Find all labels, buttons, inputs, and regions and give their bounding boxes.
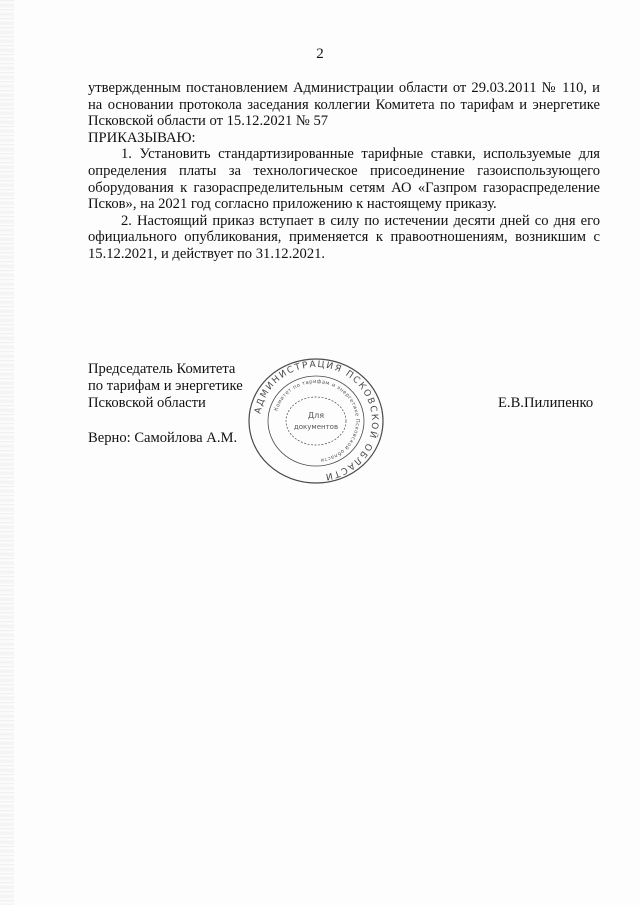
order-heading: ПРИКАЗЫВАЮ:	[88, 129, 196, 146]
scan-edge-noise	[0, 0, 14, 905]
position-line-2: по тарифам и энергетике	[88, 378, 243, 394]
position-line-3: Псковской области	[88, 395, 206, 411]
seal-center-line-2: документов	[293, 423, 339, 431]
verified-copy-note: Верно: Самойлова А.М.	[88, 430, 238, 446]
order-item-1: 1. Установить стандартизированные тарифные ставки, используемые для определения платы за технологическое присоединение газоиспользующего оборудования к газораспределительным сетям АО «Газпром газораспределение Псков», на 2021 год согласно приложению к настоящему приказу.	[88, 146, 600, 213]
svg-text:АДМИНИСТРАЦИЯ ПСКОВСКОЙ ОБЛАСТ	[253, 360, 380, 482]
order-body	[88, 80, 600, 263]
seal-outer-text: АДМИНИСТРАЦИЯ ПСКОВСКОЙ ОБЛАСТИ	[253, 359, 380, 482]
intro-paragraph: утвержденным постановлением Администрации области от 29.03.2011 № 110, и на основании протокола заседания коллегии Комитета по тарифам и энергетике Псковской области от 15.12.2021 № 57	[88, 80, 600, 130]
official-seal-stamp	[246, 357, 386, 485]
order-item-2: 2. Настоящий приказ вступает в силу по истечении десяти дней со дня его официального опубликования, применяется к правоотношениям, возникшим с 15.12.2021, и действует по 31.12.2021.	[88, 212, 600, 262]
page-number: 2	[316, 46, 324, 62]
seal-inner-text: Комитет по тарифам и энергетике Псковской области	[273, 378, 361, 463]
seal-center-line-1: Для	[307, 411, 325, 420]
svg-text:Комитет по тарифам и энергетик	[273, 379, 360, 463]
signatory-position	[88, 361, 243, 412]
position-line-1: Председатель Комитета	[88, 361, 236, 377]
signer-name: Е.В.Пилипенко	[498, 395, 594, 411]
